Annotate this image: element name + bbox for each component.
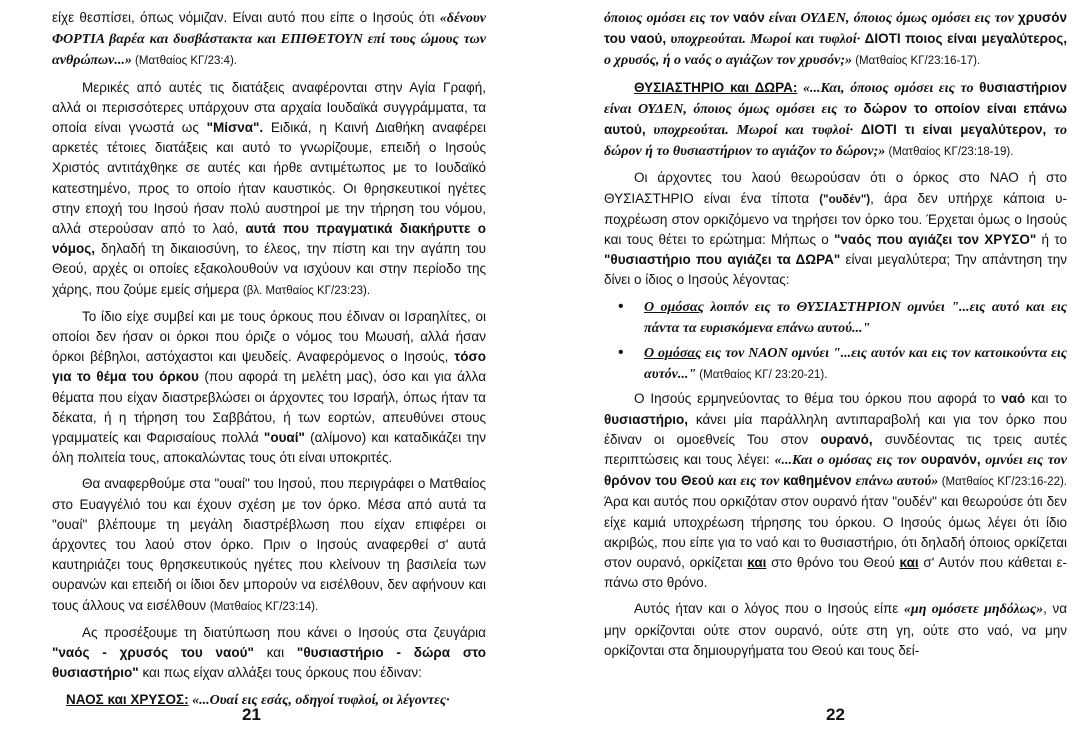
scripture-quote: είναι ΟΥΔΕΝ, όποιος όμως ομόσει εις τον	[764, 11, 1019, 26]
scripture-quote: ομνύει εις τον	[980, 453, 1067, 469]
right-page	[604, 8, 1067, 667]
emphasis: ΔΙΟΤΙ ποιος είναι μεγαλύτερος,	[864, 31, 1067, 47]
scripture-reference: (Ματθαίος ΚΓ/23:16-22).	[938, 476, 1067, 489]
scripture-quote: λοιπόν εις το ΘΥΣΙΑΣΤΗΡΙΟΝ ομνύει "...εις αυτό και εις πάντα τα ευρισκόμενα επάνω αυτού..."	[644, 299, 1067, 336]
emphasis: "θυσιαστήριο που αγιάζει τα ΔΩΡΑ"	[604, 252, 841, 268]
emphasis: θρόνον του Θεού	[604, 473, 715, 489]
scripture-quote: και εις τον	[714, 474, 784, 490]
text: συνδέοντας τις τρεις αυτές περιπτώσεις και τους λέγει:	[604, 431, 1067, 468]
underlined-phrase: Ο ομόσας	[644, 299, 704, 315]
scripture-quote: «...Και ο ομόσας εις τον	[774, 453, 921, 469]
text: Θα αναφερθούμε στα "ουαί" του Ιησού, που περιγράφει ο Ματθαίος στο Ευαγγέλιό του και έχουν σχέση με τον όρκο. Μέσα από αυτά τα "ουαί" βλέπουμε τη μεγάλη διαστρέβλωση που είχαν επιφέρει οι άρχοντες του λαού στον όρκο. Πριν ο Ιησούς αναφερθεί σ' αυτά καυτηριάζει τους θρησκευτικούς ηγέτες που κλείνουν τη βασιλεία των ουρανών και επειδή οι ίδιοι δεν μπορούν να εισέλθουν, δεν αφήνουν και τους άλλους να εισέλθουν	[52, 476, 486, 613]
paragraph	[52, 690, 486, 711]
paragraph	[52, 78, 486, 301]
scripture-quote: επάνω αυτού»	[851, 474, 939, 490]
scripture-reference: (Ματθαίος ΚΓ/23:18-19).	[885, 146, 1014, 159]
paragraph	[604, 78, 1067, 163]
text: Οι άρχοντες του λαού θεωρούσαν ότι ο όρκος στο ΝΑΟ ή στο ΘΥΣΙΑΣΤΗΡΙΟ είναι ένα τίποτα	[604, 170, 1067, 206]
text: Ειδικά, η Καινή Διαθήκη αναφέρει αρκετές τέτοιες διατάξεις και αυτό το γνωρίζουμε, επειδή ο Ιησούς Χριστός αντιτάχθηκε σε αυτές και ήρθε αντιμέτωπος με το Ιουδαϊκό κατεστημένο, προς το οποίο ήταν καυστικός. Οι θρησκευτικοί ηγέτες στην εποχή του Ιησού ήσαν πολύ αυστηροί με την τήρηση του νόμου, αλλά στερούσαν από το λαό,	[52, 120, 486, 237]
scripture-quote: είναι ΟΥΔΕΝ, όποιος όμως ομόσει εις το	[604, 101, 864, 117]
scripture-reference: (Ματθαίος ΚΓ/23:4).	[131, 55, 237, 68]
text: (αλίμονο) και καταδικάζει την όλη πολιτεία τους, αποκαλώντας τους ότι είναι υποκριτές.	[52, 430, 486, 466]
scripture-quote: «μη ομόσετε μηδόλως»	[903, 602, 1044, 618]
scripture-reference: (Ματθαίος ΚΓ/23:14).	[209, 600, 319, 613]
paragraph	[52, 474, 486, 616]
text: είναι μεγαλύτερα; Την απάντηση την δίνει ο ίδιος ο Ιησούς λέγοντας:	[604, 252, 1067, 288]
emphasis: και	[747, 555, 767, 571]
paragraph	[604, 8, 1067, 72]
text: Το ίδιο είχε συμβεί και με τους όρκους που έδιναν οι Ισραηλίτες, οι οποίοι δεν ήσαν οι όρκοι που όριζε ο νόμος του Μωυσή, αλλά ήσαν όρκοι βέβηλοι, αστόχαστοι και ψευδείς. Αναφερόμενος ο Ιησούς,	[52, 308, 486, 365]
scripture-quote: «...Και, όποιος ομόσει εις το	[797, 80, 980, 96]
scripture-quote: όποιος ομόσει εις τον	[604, 11, 734, 26]
emphasis: ναόν	[733, 10, 765, 25]
text: στο θρόνο του Θεού	[766, 555, 900, 571]
paragraph	[52, 307, 486, 469]
emphasis: "ουαί"	[263, 430, 305, 446]
emphasis: "θυσιαστήριο - δώρα στο θυσιαστήριο"	[52, 645, 486, 681]
scripture-quote: εις τον ΝΑΟΝ ομνύει "...εις αυτόν και εις τον κατοικούντα εις αυτόν..."	[644, 346, 1067, 383]
emphasis: θυσιαστήριο,	[604, 411, 689, 427]
text: Αυτός ήταν και ο λόγος που ο Ιησούς είπε	[634, 601, 904, 617]
text: Άρα και αυτός που ορκιζόταν στον ουρανό ήταν "ουδέν" και θεωρούσε ότι δεν είχε καμιά υποχρέωση τήρησης του όρκου. Ο Ιησούς όμως λέγει ότι ίδιο ακριβώς, που είπε για το ναό και το θυσιαστήριο, ότι δηλαδή όποιος ορκίζεται στον ουρανό, ορκίζεται	[604, 494, 1067, 571]
list-item	[644, 343, 1067, 385]
text: και το	[1025, 391, 1067, 407]
scripture-reference: (Ματθαίος ΚΓ/23:16-17).	[852, 55, 981, 68]
scripture-quote: το δώρον ή το θυσιαστήριον το αγιάζον το δώρον;»	[604, 123, 1067, 160]
text: σ' Αυτόν που κάθεται επάνω στο θρόνο.	[604, 555, 1067, 591]
text: και πως είχαν αλλάξει τους όρκους που έδιναν:	[138, 665, 422, 681]
text: Ο Ιησούς ερμηνεύοντας το θέμα του όρκου που αφορά το	[634, 391, 1002, 407]
text: (που αφορά τη μελέτη μας), όσο και για άλλα θέματα που είχαν διαστρεβλώσει οι άρχοντες του Ισραήλ, όπως ήταν τα δέκατα, ή η τήρηση του Σαββάτου, ή των εορτών, απευθύνει στους γραμματείς και Φαρισαίους πολλά	[52, 369, 486, 446]
left-page	[52, 8, 486, 717]
scripture-reference: (Ματθαίος ΚΓ/ 23:20-21).	[696, 369, 828, 382]
emphasis: αυτά που πραγματικά διακήρυττε ο νόμος,	[52, 221, 486, 257]
paragraph	[52, 623, 486, 684]
text: ή το	[1036, 232, 1067, 248]
text: Ας προσέξουμε τη διατύπωση που κάνει ο Ιησούς στα ζευγάρια	[82, 624, 486, 640]
scripture-quote: «...Ουαί εις εσάς, οδηγοί τυφλοί, οι λέγοντες·	[188, 692, 450, 708]
emphasis: "ναός που αγιάζει τον ΧΡΥΣΟ"	[834, 232, 1037, 248]
emphasis: καθημένον	[783, 473, 852, 489]
text: κάνει μία παράλληλη αντιπαραβολή και για τον όρκο που έδιναν οι ομοεθνείς Του στον	[604, 411, 1067, 447]
emphasis: ("ουδέν")	[819, 193, 871, 206]
paragraph	[604, 599, 1067, 661]
section-heading: ΝΑΟΣ και ΧΡΥΣΟΣ:	[66, 691, 189, 707]
paragraph	[604, 168, 1067, 290]
scripture-quote: υποχρεούται. Μωροί και τυφλοί·	[666, 32, 865, 48]
underlined-phrase: Ο ομόσας	[644, 346, 702, 362]
text: δηλαδή τη δικαιοσύνη, το έλεος, την πίστη και την αγάπη του Θεού, αρχές οι οποίες εξακολουθούν να ισχύουν και στην περίοδο της χάρης, που ζούμε εμείς σήμερα	[52, 241, 486, 297]
bullet-list	[604, 297, 1067, 386]
text: , να μην ορκίζονται ούτε στον ουρανό, ούτε στη γη, ούτε στο ναό, να μην ορκίζονται στα δημιουργήματα του Θεού και τους δεί-	[604, 601, 1067, 658]
scripture-quote: «δένουν ΦΟΡΤΙΑ βαρέα και δυσβάστακτα και ΕΠΙΘΕΤΟΥΝ επί τους ώμους των ανθρώπων...»	[52, 11, 486, 69]
section-heading: ΘΥΣΙΑΣΤΗΡΙΟ και ΔΩΡΑ:	[634, 79, 798, 95]
emphasis: χρυσόν του ναού,	[604, 10, 1068, 47]
emphasis: δώρον το οποίον είναι επάνω αυτού,	[604, 100, 1067, 138]
text: Μερικές από αυτές τις διατάξεις αναφέρονται στην Αγία Γραφή, αλλά οι περισσότερες υπάρχουν στα αρχαία Ιουδαϊκά συγγράμματα, τα οποία είναι γνωστά ως	[52, 79, 486, 136]
scripture-quote: υποχρεούται. Μωροί και τυφλοί·	[645, 123, 861, 139]
scripture-quote: ο χρυσός, ή ο ναός ο αγιάζων τον χρυσόν;»	[604, 53, 852, 69]
emphasis: ουρανό,	[820, 431, 873, 447]
emphasis: τόσο για το θέμα του όρκου	[52, 349, 486, 385]
page-number: 21	[242, 705, 261, 724]
scripture-reference: (βλ. Ματθαίος ΚΓ/23:23).	[242, 284, 371, 297]
emphasis: ουρανόν,	[920, 452, 981, 468]
emphasis: "ναός - χρυσός του ναού"	[52, 645, 254, 661]
emphasis: θυσιαστήριον	[979, 79, 1067, 95]
text: , άρα δεν υπήρχε κάποια υποχρέωση στον ορκιζόμενο να τηρήσει τον όρκο του. Έρχεται όμως ο Ιησούς και τους θέτει το ερώτημα: Μήπως ο	[604, 190, 1067, 248]
paragraph	[52, 8, 486, 72]
emphasis: "Μίσνα".	[206, 120, 264, 136]
emphasis: και	[899, 555, 919, 571]
paragraph	[604, 389, 1067, 593]
text: και	[253, 645, 297, 661]
emphasis: ναό	[1001, 391, 1026, 407]
list-item	[644, 297, 1067, 339]
text: είχε θεσπίσει, όπως νόμιζαν. Είναι αυτό που είπε ο Ιησούς ότι	[52, 10, 440, 25]
page-number: 22	[826, 705, 845, 724]
emphasis: ΔΙΟΤΙ τι είναι μεγαλύτερον,	[860, 122, 1047, 138]
